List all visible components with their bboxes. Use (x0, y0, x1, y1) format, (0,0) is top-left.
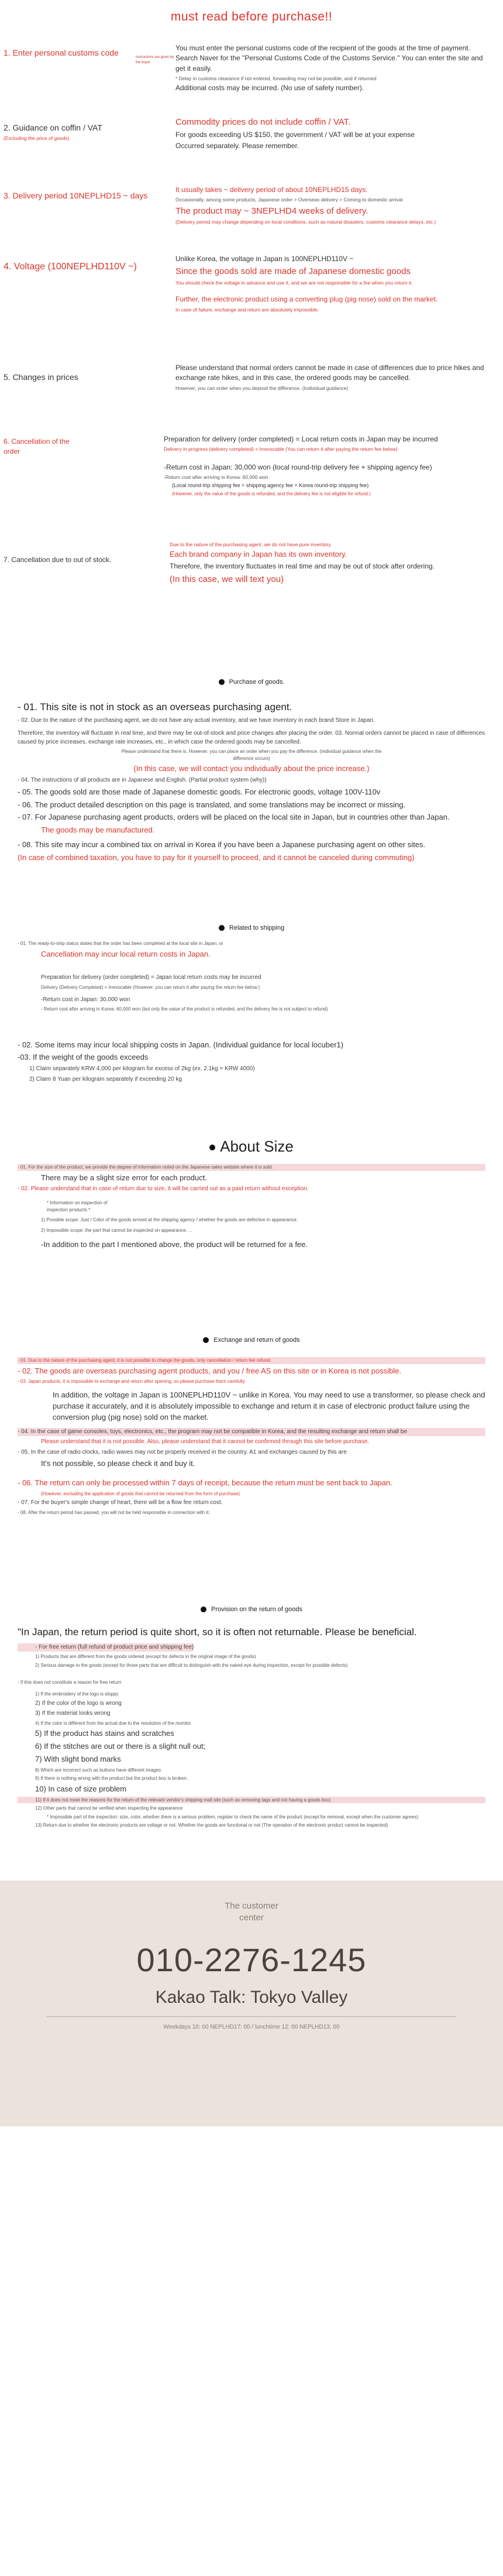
page-title: must read before purchase!! (170, 10, 333, 23)
guide-line: Due to the nature of the purchasing agent, we do not have pure inventory. (170, 542, 332, 547)
customer-center-hours: Weekdays 10: 00 NEPLHD17: 00 / lunchtime 12: 00 NEPLHD13: 00 (163, 2024, 340, 2030)
list-item: - 06. The product detailed description on this page is translated, and some translations may be incorrect or missing. (18, 800, 406, 809)
section-heading-purchase: Purchase of goods. (0, 678, 503, 687)
guide-line: Additional costs may be incurred. (No use of safety number). (175, 84, 364, 93)
list-item: - 05. In the case of radio clocks, radio waves may not be properly received in the country. A1 and exchanges caused by this are (18, 1448, 347, 1455)
list-item: (In case of combined taxation, you have to pay for it yourself to proceed, and it cannot be canceled during commuting) (18, 852, 415, 862)
guide-body (175, 185, 491, 227)
section-heading-provision: Provision on the return of goods (0, 1605, 503, 1615)
guide-label: 7. Cancellation due to out of stock. (4, 556, 112, 564)
list-item: Therefore, the inventory will fluctuate in real time, and there may be out-of-stock and price changes after placing the order. 03. Normal orders cannot be placed in case of differences caused by price increases, exchange rate increases, etc., in which case the ordered goods may be cancelled. (18, 730, 485, 745)
list-item: - 08. After the return period has passed, you will not be held responsible in connection with it. (18, 1509, 210, 1515)
exchange-list (18, 1357, 485, 1517)
list-item: - 08. This site may incur a combined tax on arrival in Korea if you have been a Japanese purchasing agent on other sites. (18, 840, 426, 849)
guide-line: Occurred separately. Please remember. (175, 142, 299, 150)
guide-line: Preparation for delivery (order completed) = Local return costs in Japan may be incurred (164, 435, 438, 443)
guide-label: 3. Delivery period 10NEPLHD15 ~ days (4, 191, 148, 200)
list-item: - 02. Some items may incur local shipping costs in Japan. (Individual guidance for local locuber1) (18, 1040, 344, 1049)
guide-line: Please understand that normal orders cannot be made in case of differences due to price hikes and exchange rate hikes, and in this case, the ordered goods may be cancelled. (175, 364, 484, 382)
list-item: -In addition to the part I mentioned above, the product will be returned for a fee. (41, 1240, 308, 1249)
list-item: - 01. Due to the nature of the purchasing agent, it is not possible to change the goods, only cancellation / return fee refund. (18, 1357, 485, 1364)
guide-body (175, 363, 491, 393)
list-item: Please understand that it is not possible. Also, please understand that it cannot be confirmed through this site before purchase. (41, 1438, 369, 1445)
list-item: - 01. This site is not in stock as an overseas purchasing agent. (18, 701, 292, 712)
list-item: Please understand that there is. However, you can place an order when you pay the difference. (Individual guidance when the difference occurs) (121, 749, 382, 761)
list-item: 2) Impossible scope: the part that cannot be inspected on appearance, ... (41, 1227, 192, 1233)
list-item: 1) Possible scope: Just / Color of the goods arrived at the shipping agency / whether the goods are defective in appearance. (41, 1217, 298, 1223)
guide-line: Each brand company in Japan has its own inventory. (170, 550, 347, 559)
guide-line: -Return cost in Japan: 30,000 won (local round-trip delivery fee + shipping agency fee) (164, 463, 432, 471)
shipping-list (18, 940, 485, 1085)
list-item: - 06. The return can only be processed within 7 days of receipt, because the return must be sent back to Japan. (18, 1478, 392, 1487)
list-item: 10) In case of size problem (35, 1784, 127, 1793)
guide-line: Delivery in progress (delivery completed) = Irrevocable (You can return it after paying the return fee below) (164, 446, 398, 453)
customer-center-phone[interactable]: 010-2276-1245 (136, 1941, 367, 1978)
guide-label: 6. Cancellation of the order (4, 437, 70, 456)
size-list (18, 1164, 485, 1252)
list-item: - 02. The goods are overseas purchasing agent products, and you / free AS on this site or in Korea is not possible. (18, 1366, 401, 1375)
list-item: 1) If the embroidery of the logo is sloppy (35, 1691, 119, 1697)
guide-line: (However, only the value of the goods is refunded, and the delivery fee is not eligible for refund.) (172, 491, 371, 497)
guide-body (175, 254, 491, 314)
guide-line: Commodity prices do not include coffin / VAT. (175, 117, 351, 127)
list-item: (However, excluding the application of goods that cannot be returned from the form of purchase) (41, 1491, 240, 1496)
section-heading-exchange: Exchange and return of goods (0, 1336, 503, 1345)
list-item: 8) Which are incorrect such as buttons have different images (35, 1767, 161, 1773)
list-item: - 04. The instructions of all products are in Japanese and English. (Partial product system (why)) (18, 777, 267, 784)
list-item: 2) Serious damage to the goods (except for those parts that are difficult to distinguish with the naked eye during inspection, except for possible defects) (35, 1662, 348, 1668)
guide-body (170, 541, 485, 587)
list-item: - 07. For Japanese purchasing agent products, orders will be placed on the local site in Japan, but in countries other than Japan. (18, 813, 450, 822)
list-item: (In this case, we will contact you individually about the price increase.) (133, 764, 370, 773)
bullet-dot-icon (219, 679, 225, 685)
bullet-dot-icon (219, 925, 225, 931)
section-heading-shipping: Related to shipping (0, 924, 503, 933)
list-item: 6) If the stitches are out or there is a slight null out; (35, 1741, 206, 1751)
bullet-dot-icon (203, 1337, 209, 1343)
guide-line: In case of failure, exchange and return are absolutely impossible. (175, 306, 319, 313)
list-item: 1) Claim separately KRW 4,000 per kilogram for excess of 2kg (ex. 2.1kg = KRW 4000) (29, 1066, 255, 1073)
guide-line: Occasionally, among some products, Japanese order > Overseas delivery > Coming to domestic arrival (175, 197, 403, 203)
list-item: Delivery (Delivery Completed) = Irrevocable (However, you can return it after paying the return fee below.) (41, 984, 260, 990)
list-item: 12) Other parts that cannot be verified when inspecting the appearance (35, 1806, 183, 1811)
list-item: 3) If the material looks wrong (35, 1710, 111, 1717)
list-item: 11) If it does not meet the reasons for the return of the relevant vendor's shipping mall site (such as removing tags and not having a goods box) (18, 1797, 485, 1804)
guide-body (164, 434, 480, 499)
list-item: -Return cost in Japan: 30,000 won (41, 996, 130, 1003)
guide-line: Unlike Korea, the voltage in Japan is 100NEPLHD110V ~ (175, 255, 354, 263)
list-item: 9) If there is nothing wrong with the product but the product box is broken. (35, 1776, 188, 1782)
list-item: "In Japan, the return period is quite short, so it is often not returnable. Please be beneficial. (18, 1626, 417, 1638)
list-item: It's not possible, so please check it and buy it. (41, 1459, 195, 1468)
guide-label: 2. Guidance on coffin / VAT (4, 123, 102, 132)
list-item: - 02. Due to the nature of the purchasing agent, we do not have any actual inventory, and we have inventory in each brand Store in Japan. (18, 717, 375, 724)
list-item: - If this does not constitute a reason for free return (18, 1680, 122, 1686)
list-item: There may be a slight size error for each product. (41, 1173, 207, 1182)
customer-center-panel (0, 1880, 503, 2126)
customer-center-label: The customer center (225, 1901, 278, 1923)
guide-line: It usually takes ~ delivery period of about 10NEPLHD15 days. (175, 186, 368, 194)
guide-line: (Local round-trip shipping fee + shipping agency fee + Korea round-trip shipping fee) (172, 482, 369, 489)
guide-label-note: Instructions are given by the buyer (136, 56, 174, 64)
list-item: - 03. Japan products, it is impossible to exchange and return after opening, so please purchase them carefully. (18, 1379, 246, 1385)
list-item: - 01. The ready-to-ship status states that the order has been completed at the local site in Japan, or (18, 941, 223, 946)
list-item: -03. If the weight of the goods exceeds (18, 1053, 149, 1062)
list-item: 2) Claim 8 Yuan per kilogram separately if exceeding 20 kg (29, 1075, 182, 1083)
list-item: - 02. Please understand that in case of return due to size, it will be carried out as a paid return without exception. (18, 1186, 309, 1193)
list-item: 1) Products that are different from the goods ordered (except for defects in the original image of the goods) (35, 1654, 256, 1660)
section-heading-size: About Size (0, 1136, 503, 1158)
provision-list (18, 1625, 485, 1831)
bullet-dot-icon (201, 1606, 206, 1612)
list-item: 4) If the color is different from the actual due to the resolution of the monitor (35, 1720, 191, 1726)
guide-line: (Delivery period may change depending on local conditions, such as natural disasters, customs clearance delays, etc.) (175, 219, 436, 225)
purchase-list (18, 700, 485, 865)
guide-line: -Return cost after arriving in Korea: 60,000 won (164, 474, 268, 481)
guide-line: * Delay in customs clearance if not entered, forwarding may not be possible, and if returned (175, 76, 377, 82)
list-item: The goods may be manufactured. (41, 825, 155, 835)
guide-line: (In this case, we will text you) (170, 574, 284, 584)
divider (47, 2016, 456, 2017)
list-item: - Return cost after arriving in Korea: 60,000 won (but only the value of the product is refunded, and the delivery fee is not subject to refund) (41, 1006, 328, 1012)
bullet-dot-icon (209, 1145, 215, 1150)
guide-line: Further, the electronic product using a converting plug (pig nose) sold on the market. (175, 295, 438, 304)
list-item: 2) If the color of the logo is wrong (35, 1700, 122, 1707)
guide-body (175, 43, 491, 95)
guide-label: 4. Voltage (100NEPLHD110V ~) (4, 262, 137, 272)
guide-line: However, you can order when you deposit the difference. (Individual guidance) (175, 385, 349, 391)
guide-line: You should check the voltage in advance and use it, and we are not responsible for a fee when you return it. (175, 280, 413, 286)
guide-label: 1. Enter personal customs code (4, 48, 119, 57)
list-item: * Information on inspection of inspection products * (47, 1200, 108, 1212)
guide-line: You must enter the personal customs code of the recipient of the goods at the time of payment. Search Naver for the "Personal Customs Code of the Customs Service." You can enter the site and get it easily. (175, 44, 483, 73)
list-item: - 05. The goods sold are those made of Japanese domestic goods. For electronic goods, voltage 100V-110v (18, 787, 381, 796)
list-item: - 07. For the buyer's simple change of heart, there will be a flow fee return cost. (18, 1499, 223, 1506)
list-item: * Impossible part of the inspection: size, color, whether there is a serious problem, register to check the name of the product (except for removal, except when the customer agrees) (47, 1814, 418, 1820)
list-item: Preparation for delivery (order completed) = Japan local return costs may be incurred (41, 974, 261, 981)
list-item: Cancellation may incur local return costs in Japan. (41, 949, 211, 958)
list-item: 13) Return due to whether the electronic products are voltage or not. Whether the goods are functional or not (The operation of the electronic product cannot be inspected) (35, 1823, 388, 1828)
guide-line: The product may ~ 3NEPLHD4 weeks of delivery. (175, 205, 368, 216)
list-item: - For free return (full refund of product price and shipping fee) (18, 1643, 194, 1652)
guide-line: Therefore, the inventory fluctuates in real time and may be out of stock after ordering. (170, 562, 435, 571)
list-item: 5) If the product has stains and scratches (35, 1729, 174, 1738)
customer-center-kakao[interactable]: Kakao Talk: Tokyo Valley (155, 1988, 348, 2007)
list-item: In addition, the voltage in Japan is 100NEPLHD110V ~ unlike in Korea. You may need to use a transformer, so please check and purchase it accurately, and it is absolutely impossible to exchange and return it in case of electronic product failure using the conversion plug (pig nose) sold on the market. (53, 1390, 485, 1421)
guide-label-sub: (Excluding the price of goods) (4, 135, 70, 142)
list-item: - 04. In the case of game consoles, toys, electronics, etc., the program may not be compatible in Korea, and the resulting exchange and return shall be (18, 1428, 485, 1437)
guide-label: 5. Changes in prices (4, 372, 78, 382)
guide-body (175, 116, 491, 153)
list-item: - 01. For the size of the product, we provide the degree of information noted on the Japanese sales website where it is sold. (18, 1164, 485, 1171)
guide-line: For goods exceeding US $150, the government / VAT will be at your expense (175, 130, 415, 139)
list-item: 7) With slight bond marks (35, 1754, 121, 1763)
guide-line: Since the goods sold are made of Japanese domestic goods (175, 266, 411, 277)
